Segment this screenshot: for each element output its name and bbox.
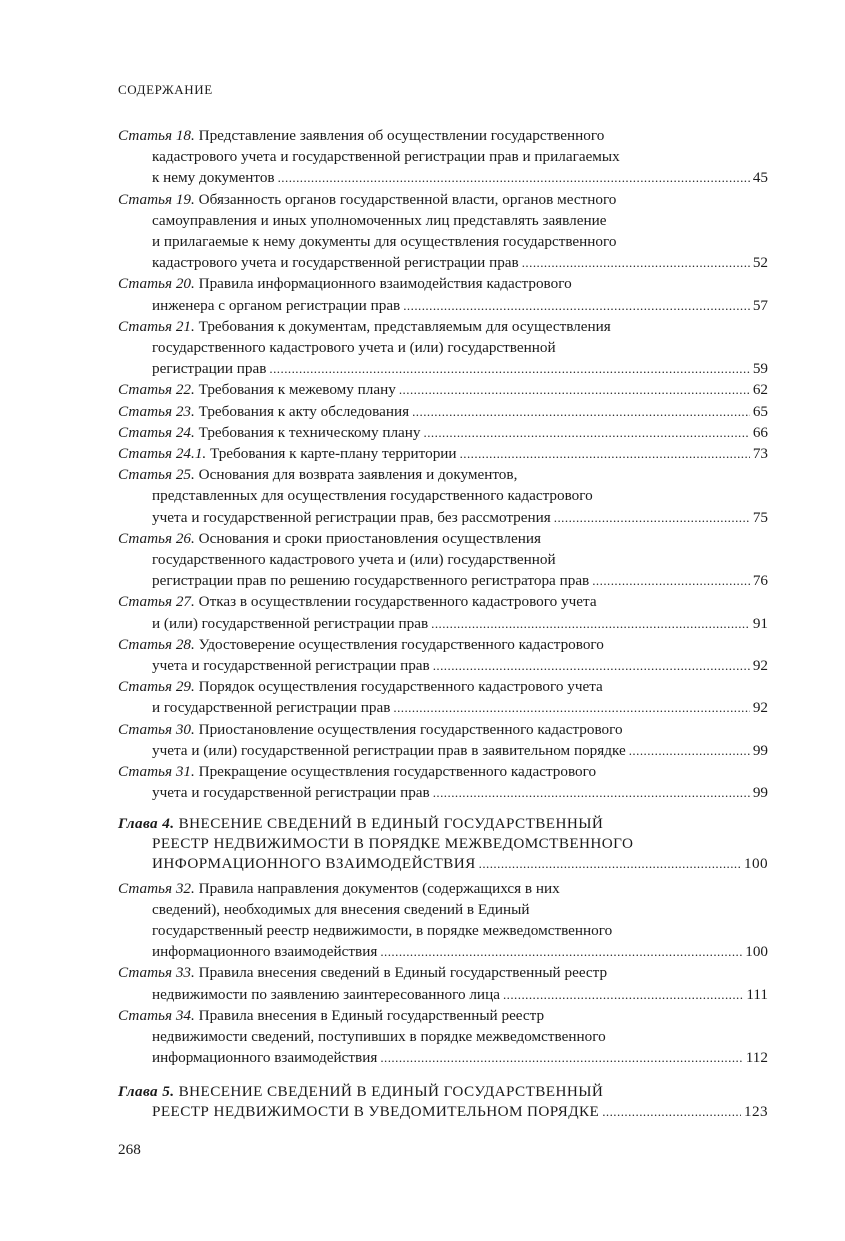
toc-entry-title-part: учета и государственной регистрации прав, без рассмотрения: [152, 508, 551, 526]
toc-entry: [118, 316, 768, 380]
toc-entry-title-part: Удостоверение осуществления государственного кадастрового: [198, 635, 604, 653]
toc-entry-title-part: Правила направления документов (содержащихся в них: [198, 879, 560, 897]
toc-entry-title-part: учета и государственной регистрации прав: [152, 657, 430, 675]
toc-entry-text: [152, 854, 476, 874]
toc-entry: [118, 379, 768, 400]
toc-entry-text: [152, 1102, 599, 1122]
toc-entry-title-part: регистрации прав по решению государственного регистратора прав: [152, 572, 590, 590]
toc-entry-text: [152, 295, 400, 316]
toc-article-label: Статья 32.: [118, 879, 195, 897]
toc-entry-title-part: кадастрового учета и государственной регистрации прав: [152, 254, 519, 272]
toc-entry-title-part: ИНФОРМАЦИОННОГО ВЗАИМОДЕЙСТВИЯ: [152, 854, 476, 872]
toc-articles-group-1: [118, 125, 768, 804]
toc-entry-title-part: недвижимости сведений, поступивших в порядке межведомственного: [152, 1027, 606, 1045]
toc-entry: [118, 401, 768, 422]
toc-entry: [118, 189, 768, 274]
toc-entry-title-part: недвижимости по заявлению заинтересованного лица: [152, 985, 500, 1003]
toc-entry-text: [152, 1047, 377, 1068]
toc-dot-leader: [433, 782, 750, 803]
toc-entry-text: [118, 422, 421, 443]
toc-dot-leader: [629, 740, 750, 761]
toc-entry-line: [118, 1005, 768, 1026]
toc-article-label: Статья 33.: [118, 964, 195, 982]
toc-entry-title-part: представленных для осуществления государственного кадастрового: [152, 487, 593, 505]
toc-dot-leader: [479, 854, 741, 874]
toc-dot-leader: [522, 252, 750, 273]
toc-entry-text: [152, 941, 377, 962]
toc-entry-text: [152, 252, 519, 273]
toc-entry-line: [118, 719, 768, 740]
toc-chapter-entry: [118, 1082, 768, 1122]
toc-entry-title-part: Правила внесения в Единый государственный реестр: [198, 1006, 545, 1024]
toc-entry-title-part: РЕЕСТР НЕДВИЖИМОСТИ В УВЕДОМИТЕЛЬНОМ ПОРЯДКЕ: [152, 1103, 600, 1121]
toc-entry-title-part: учета и государственной регистрации прав: [152, 784, 430, 802]
toc-entry-text: [152, 613, 428, 634]
toc-dot-leader: [460, 443, 750, 464]
toc-dot-leader: [380, 941, 742, 962]
toc-entry-text: [152, 984, 500, 1005]
toc-entry: [118, 676, 768, 718]
toc-entry-title-part: Требования к акту обследования: [198, 402, 410, 420]
toc-entry-line: [118, 231, 768, 252]
toc-entry-title-part: кадастрового учета и государственной регистрации прав и прилагаемых: [152, 148, 620, 166]
toc-entry-title-part: информационного взаимодействия: [152, 943, 378, 961]
toc-page-number: 59: [752, 360, 768, 378]
toc-entry-line: [118, 316, 768, 337]
toc-entry: [118, 125, 768, 189]
table-of-contents: [118, 125, 768, 1122]
toc-entry-line: [118, 941, 768, 962]
toc-entry-line: [118, 1082, 768, 1102]
toc-page-number: 92: [752, 657, 768, 675]
toc-page-number: 76: [752, 572, 768, 590]
toc-article-label: Статья 26.: [118, 529, 195, 547]
toc-entry-title-part: и (или) государственной регистрации прав: [152, 614, 429, 632]
toc-entry-line: [118, 549, 768, 570]
toc-entry-text: [118, 443, 457, 464]
toc-entry-title-part: ВНЕСЕНИЕ СВЕДЕНИЙ В ЕДИНЫЙ ГОСУДАРСТВЕННЫЙ: [178, 1083, 604, 1101]
toc-entry-line: [118, 697, 768, 718]
toc-entry-line: [118, 899, 768, 920]
toc-entry-line: [118, 507, 768, 528]
toc-entry-line: [118, 613, 768, 634]
toc-entry-line: [118, 485, 768, 506]
toc-entry: [118, 443, 768, 464]
toc-article-label: Статья 18.: [118, 127, 195, 144]
toc-entry-text: [118, 379, 396, 400]
toc-entry-text: [152, 697, 390, 718]
toc-entry-line: [118, 358, 768, 379]
toc-entry: [118, 591, 768, 633]
toc-entry: [118, 464, 768, 528]
toc-entry-line: [118, 676, 768, 697]
toc-page-number: 52: [752, 254, 768, 272]
toc-entry-title-part: Порядок осуществления государственного кадастрового учета: [198, 678, 603, 696]
toc-entry: [118, 1005, 768, 1069]
toc-entry-line: [118, 570, 768, 591]
running-head-title: СОДЕРЖАНИЕ: [118, 82, 213, 97]
toc-entry-text: [152, 570, 589, 591]
toc-entry-line: [118, 210, 768, 231]
toc-dot-leader: [503, 984, 743, 1005]
toc-entry-title-part: информационного взаимодействия: [152, 1049, 378, 1067]
toc-article-label: Статья 20.: [118, 275, 195, 293]
toc-dot-leader: [269, 358, 749, 379]
toc-article-label: Статья 25.: [118, 466, 195, 484]
toc-dot-leader: [380, 1047, 742, 1068]
toc-entry-line: [118, 814, 768, 834]
toc-article-label: Статья 24.: [118, 423, 195, 441]
toc-entry-line: [118, 252, 768, 273]
toc-entry-title-part: РЕЕСТР НЕДВИЖИМОСТИ В ПОРЯДКЕ МЕЖВЕДОМСТВЕННОГО: [152, 834, 634, 852]
toc-entry: [118, 878, 768, 963]
toc-entry-line: [118, 962, 768, 983]
toc-entry-title-part: и прилагаемые к нему документы для осуществления государственного: [152, 233, 617, 251]
toc-page-number: 100: [745, 943, 768, 961]
toc-entry-title-part: Основания и сроки приостановления осуществления: [198, 529, 541, 547]
toc-entry-line: [118, 984, 768, 1005]
toc-entry-title-part: Требования к межевому плану: [198, 381, 396, 399]
toc-page-number: 100: [744, 854, 768, 872]
toc-entry-title-part: Обязанность органов государственной власти, органов местного: [198, 190, 617, 208]
toc-article-label: Статья 23.: [118, 402, 195, 420]
toc-page-number: 123: [744, 1103, 768, 1121]
toc-entry: [118, 761, 768, 803]
toc-article-label: Статья 30.: [118, 720, 195, 738]
toc-entry-title-part: Правила информационного взаимодействия кадастрового: [198, 275, 572, 293]
toc-chapter-entry: [118, 814, 768, 874]
toc-article-label: Статья 22.: [118, 381, 195, 399]
toc-entry-line: [118, 740, 768, 761]
toc-page-number: 65: [752, 402, 768, 420]
toc-entry-line: [118, 125, 768, 146]
toc-page-number: 99: [752, 784, 768, 802]
toc-page-number: 99: [752, 741, 768, 759]
toc-entry-title-part: инженера с органом регистрации прав: [152, 296, 401, 314]
toc-chapter-label: Глава 5.: [118, 1083, 175, 1101]
toc-page-number: 73: [752, 445, 768, 463]
toc-entry-line: [118, 1102, 768, 1122]
toc-entry-title-part: Требования к техническому плану: [198, 423, 421, 441]
toc-entry-line: [118, 854, 768, 874]
toc-article-label: Статья 28.: [118, 635, 195, 653]
toc-entry-line: [118, 464, 768, 485]
toc-entry-text: [152, 358, 266, 379]
toc-entry-line: [118, 1047, 768, 1068]
toc-entry-line: [118, 920, 768, 941]
toc-entry-title-part: Отказ в осуществлении государственного кадастрового учета: [198, 593, 597, 611]
toc-entry-line: [118, 167, 768, 188]
toc-dot-leader: [403, 295, 750, 316]
toc-articles-group-2: [118, 878, 768, 1069]
toc-dot-leader: [431, 613, 750, 634]
toc-article-label: Статья 27.: [118, 593, 195, 611]
toc-entry-text: [152, 167, 275, 188]
toc-entry-line: [118, 379, 768, 400]
toc-dot-leader: [278, 167, 750, 188]
toc-page-number: 66: [752, 423, 768, 441]
toc-entry-title-part: Требования к документам, представляемым для осуществления: [198, 317, 611, 335]
toc-dot-leader: [399, 379, 750, 400]
toc-article-label: Статья 34.: [118, 1006, 195, 1024]
toc-chapter-4: [118, 814, 768, 874]
toc-entry-line: [118, 189, 768, 210]
toc-entry-line: [118, 782, 768, 803]
toc-chapter-5: [118, 1082, 768, 1122]
toc-article-label: Статья 21.: [118, 317, 195, 335]
toc-article-label: Статья 29.: [118, 678, 195, 696]
toc-entry-line: [118, 591, 768, 612]
toc-entry-line: [118, 655, 768, 676]
toc-page-number: 91: [752, 614, 768, 632]
toc-page-number: 45: [752, 169, 768, 187]
toc-entry-line: [118, 528, 768, 549]
toc-article-label: Статья 19.: [118, 190, 195, 208]
toc-page-number: 92: [752, 699, 768, 717]
toc-entry-title-part: государственного кадастрового учета и (или) государственной: [152, 339, 556, 357]
toc-dot-leader: [554, 507, 750, 528]
toc-entry-line: [118, 443, 768, 464]
toc-entry-line: [118, 295, 768, 316]
toc-entry-title-part: регистрации прав: [152, 360, 267, 378]
toc-entry-line: [118, 401, 768, 422]
toc-entry-title-part: государственного кадастрового учета и (или) государственной: [152, 551, 556, 569]
toc-entry-title-part: Представление заявления об осуществлении государственного: [198, 127, 605, 144]
toc-entry: [118, 962, 768, 1004]
toc-entry-line: [118, 1026, 768, 1047]
toc-chapter-label: Глава 4.: [118, 814, 175, 832]
toc-entry-line: [118, 761, 768, 782]
toc-page-number: 75: [752, 508, 768, 526]
toc-entry-title-part: Требования к карте-плану территории: [210, 445, 457, 463]
toc-entry-text: [118, 401, 409, 422]
toc-entry-line: [118, 634, 768, 655]
toc-entry-line: [118, 337, 768, 358]
toc-article-label: Статья 24.1.: [118, 445, 207, 463]
toc-entry-title-part: учета и (или) государственной регистрации прав в заявительном порядке: [152, 741, 626, 759]
toc-entry-text: [152, 655, 430, 676]
toc-entry: [118, 422, 768, 443]
toc-page-number: 62: [752, 381, 768, 399]
toc-entry-text: [152, 782, 430, 803]
toc-entry: [118, 719, 768, 761]
toc-entry-title-part: сведений), необходимых для внесения сведений в Единый: [152, 900, 530, 918]
toc-entry-title-part: государственный реестр недвижимости, в порядке межведомственного: [152, 921, 613, 939]
toc-dot-leader: [393, 697, 749, 718]
toc-dot-leader: [592, 570, 750, 591]
toc-page-number: 112: [745, 1049, 768, 1067]
toc-entry-line: [118, 273, 768, 294]
toc-entry-line: [118, 878, 768, 899]
toc-entry-title-part: и государственной регистрации прав: [152, 699, 391, 717]
toc-entry-line: [118, 422, 768, 443]
toc-entry-title-part: самоуправления и иных уполномоченных лиц представлять заявление: [152, 211, 607, 229]
toc-entry-text: [152, 507, 551, 528]
toc-entry: [118, 528, 768, 592]
toc-entry-title-part: Правила внесения сведений в Единый государственный реестр: [198, 964, 608, 982]
toc-entry-title-part: ВНЕСЕНИЕ СВЕДЕНИЙ В ЕДИНЫЙ ГОСУДАРСТВЕННЫЙ: [178, 814, 604, 832]
toc-dot-leader: [424, 422, 750, 443]
toc-entry-title-part: Приостановление осуществления государственного кадастрового: [198, 720, 623, 738]
toc-entry-title-part: Прекращение осуществления государственного кадастрового: [198, 763, 597, 781]
toc-dot-leader: [433, 655, 750, 676]
toc-article-label: Статья 31.: [118, 763, 195, 781]
toc-dot-leader: [602, 1102, 741, 1122]
page-number: 268: [118, 1141, 141, 1158]
toc-dot-leader: [412, 401, 750, 422]
toc-entry-title-part: к нему документов: [152, 169, 275, 187]
toc-page-number: 111: [746, 985, 768, 1003]
toc-page-number: 57: [752, 296, 768, 314]
toc-entry-text: [152, 740, 626, 761]
toc-entry: [118, 273, 768, 315]
toc-entry: [118, 634, 768, 676]
toc-entry-title-part: Основания для возврата заявления и документов,: [198, 466, 518, 484]
toc-entry-line: [118, 834, 768, 854]
toc-entry-line: [118, 146, 768, 167]
